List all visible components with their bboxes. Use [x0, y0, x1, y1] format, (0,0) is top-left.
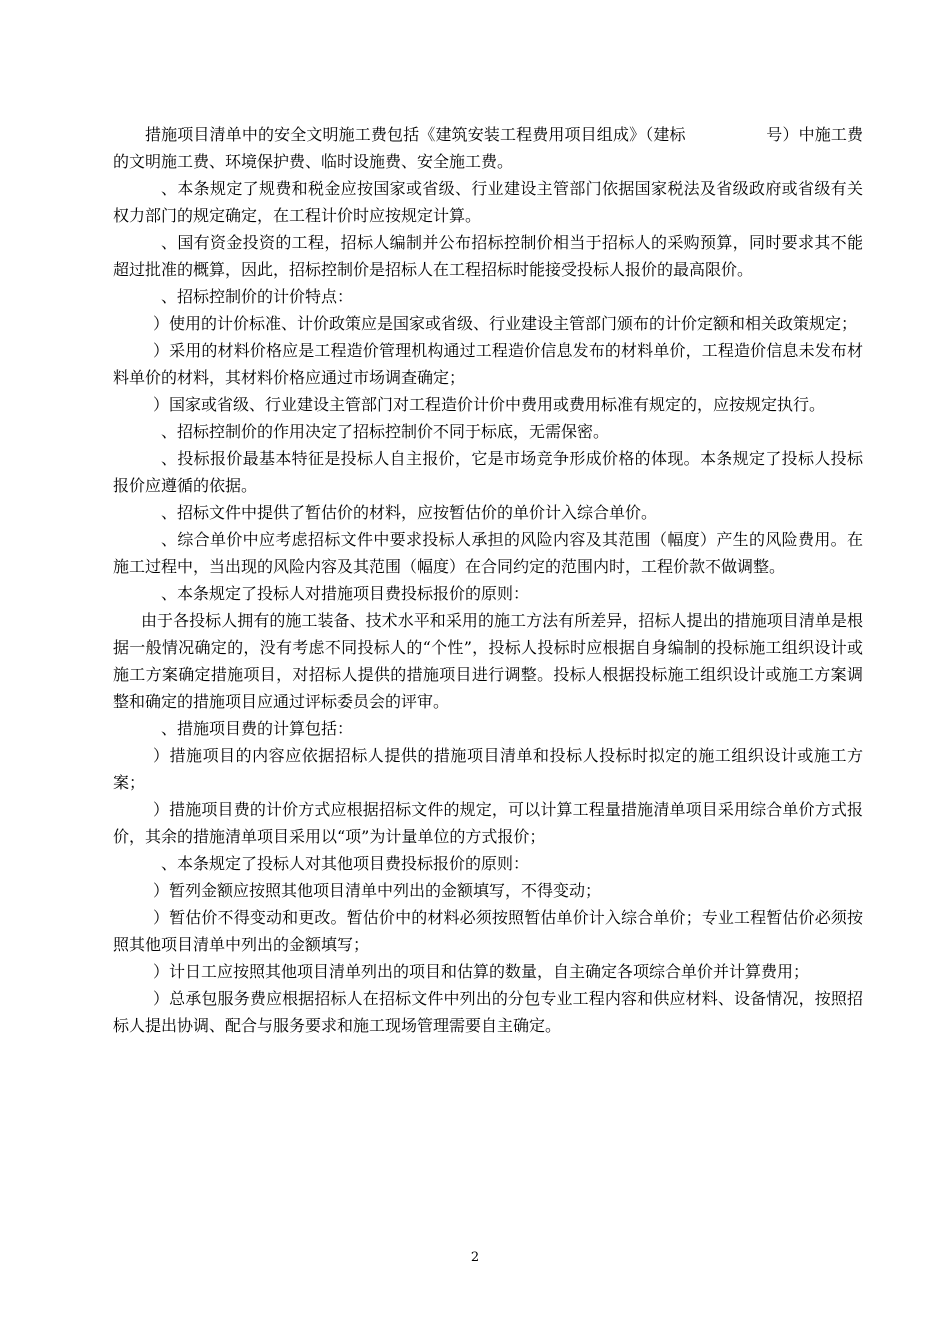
document-body	[113, 121, 863, 1039]
paragraph-measure-fee-heading: 、措施项目费的计算包括：	[161, 719, 354, 738]
paragraph-bid-feature: 、投标报价最基本特征是投标人自主报价，它是市场竞争形成价格的体现。本条规定了投标人投标报价应遵循的依据。	[113, 449, 863, 495]
paragraph-measure-principle: 、本条规定了投标人对措施项目费投标报价的原则：	[161, 584, 530, 603]
paragraph-control-price-heading: 、招标控制价的计价特点：	[161, 287, 354, 306]
paragraph-measure-fee-item-2: ）措施项目费的计价方式应根据招标文件的规定，可以计算工程量措施清单项目采用综合单价方式报价，其余的措施清单项目采用以“项”为计量单位的方式报价；	[113, 800, 863, 846]
paragraph-other-item-2: ）暂估价不得变动和更改。暂估价中的材料必须按照暂估单价计入综合单价；专业工程暂估价必须按照其他项目清单中列出的金额填写；	[113, 908, 863, 954]
page-number: 2	[470, 1250, 480, 1265]
paragraph-other-items-principle: 、本条规定了投标人对其他项目费投标报价的原则：	[161, 854, 530, 873]
paragraph-fees-taxes: 、本条规定了规费和税金应按国家或省级、行业建设主管部门依据国家税法及省级政府或省级有关权力部门的规定确定，在工程计价时应按规定计算。	[113, 179, 863, 225]
paragraph-control-price-item-3: ）国家或省级、行业建设主管部门对工程造价计价中费用或费用标准有规定的，应按规定执行。	[153, 395, 826, 414]
paragraph-no-secrecy: 、招标控制价的作用决定了招标控制价不同于标底，无需保密。	[161, 422, 610, 441]
paragraph-control-price-item-2: ）采用的材料价格应是工程造价管理机构通过工程造价信息发布的材料单价，工程造价信息未发布材料单价的材料，其材料价格应通过市场调查确定；	[113, 341, 863, 387]
paragraph-other-item-4: ）总承包服务费应根据招标人在招标文件中列出的分包专业工程内容和供应材料、设备情况，按照招标人提出协调、配合与服务要求和施工现场管理需要自主确定。	[113, 989, 863, 1035]
paragraph-measure-fee-item-1: ）措施项目的内容应依据招标人提供的措施项目清单和投标人投标时拟定的施工组织设计或施工方案；	[113, 746, 863, 792]
paragraph-risk-cost: 、综合单价中应考虑招标文件中要求投标人承担的风险内容及其范围（幅度）产生的风险费用。在施工过程中，当出现的风险内容及其范围（幅度）在合同约定的范围内时，工程价款不做调整。	[113, 530, 863, 576]
paragraph-provisional-material: 、招标文件中提供了暂估价的材料，应按暂估价的单价计入综合单价。	[161, 503, 658, 522]
paragraph-control-price-item-1: ）使用的计价标准、计价政策应是国家或省级、行业建设主管部门颁布的计价定额和相关政策规定；	[153, 314, 858, 333]
paragraph-safety-fee: 措施项目清单中的安全文明施工费包括《建筑安装工程费用项目组成》（建标 号）中施工费的文明施工费、环境保护费、临时设施费、安全施工费。	[113, 125, 863, 171]
paragraph-measure-explanation: 由于各投标人拥有的施工装备、技术水平和采用的施工方法有所差异，招标人提出的措施项目清单是根据一般情况确定的，没有考虑不同投标人的“个性”，投标人投标时应根据自身编制的投标施工组织设计或施工方案确定措施项目，对招标人提供的措施项目进行调整。投标人根据投标施工组织设计或施工方案调整和确定的措施项目应通过评标委员会的评审。	[113, 611, 863, 711]
paragraph-state-funds: 、国有资金投资的工程，招标人编制并公布招标控制价相当于招标人的采购预算，同时要求其不能超过批准的概算，因此，招标控制价是招标人在工程招标时能接受投标人报价的最高限价。	[113, 233, 863, 279]
paragraph-other-item-1: ）暂列金额应按照其他项目清单中列出的金额填写，不得变动；	[153, 881, 602, 900]
paragraph-other-item-3: ）计日工应按照其他项目清单列出的项目和估算的数量，自主确定各项综合单价并计算费用；	[153, 962, 810, 981]
